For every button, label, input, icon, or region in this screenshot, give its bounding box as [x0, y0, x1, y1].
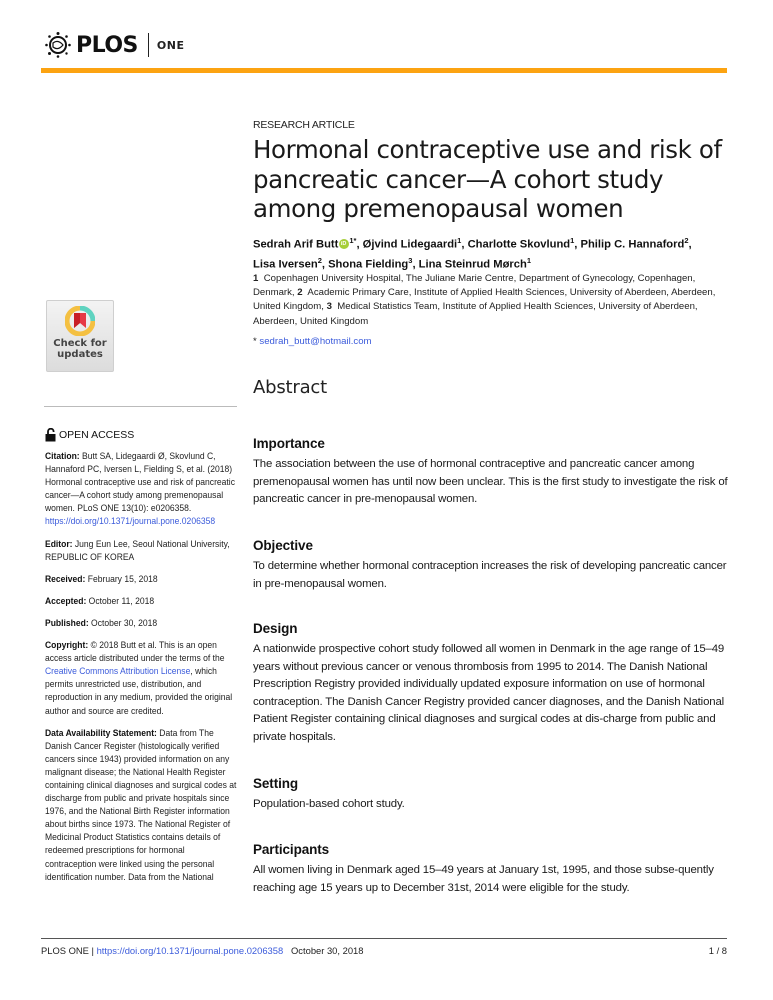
published-label: Published:: [45, 617, 89, 628]
corresponding-email-link[interactable]: sedrah_butt@hotmail.com: [259, 336, 372, 347]
published-date: [45, 617, 237, 630]
section-heading: Participants: [253, 842, 330, 857]
cc-license-link[interactable]: Creative Commons Attribution License: [45, 666, 191, 677]
section-heading: Design: [253, 621, 298, 636]
crossmark-icon: [65, 306, 95, 336]
published-text: October 30, 2018: [88, 617, 158, 628]
section-heading: Importance: [253, 436, 325, 451]
section-text: All women living in Denmark aged 15–49 years at January 1st, 1995, and those subse-quently reaching age 15 years up to December 31st, 2014 were eligible for the study.: [253, 864, 714, 894]
copyright-text: © 2018 Butt et al. This is an open access article distributed under the terms of the: [45, 640, 225, 664]
footer-date: October 30, 2018: [291, 945, 364, 956]
data-availability-label: Data Availability Statement:: [45, 727, 157, 738]
accepted-label: Accepted:: [45, 595, 87, 606]
data-availability-text: Data from The Danish Cancer Register (histologically verified cancers since 1943) provided information on any malignant disease; the National Health Register containing clinical diagnoses and surgical codes at discharge from public and private hospitals since 1976, and the National Birth Register information about births since 1973. The National Register of Medicinal Product Statistics contains details of redeemed prescriptions for hormonal contraception were linked using the personal identification number. Data from the National: [45, 727, 237, 882]
check-for-updates-button[interactable]: [46, 300, 114, 372]
footer-divider: [41, 938, 727, 939]
editor-text: Jung Eun Lee, Seoul National University, REPUBLIC OF KOREA: [45, 538, 230, 562]
copyright-text-2: , which permits unrestricted use, distribution, and reproduction in any medium, provided the original author and source are credited.: [45, 666, 233, 716]
abstract-section-setting: [253, 776, 728, 814]
citation: [45, 450, 237, 529]
received-date: [45, 573, 237, 586]
citation-text: Butt SA, Lidegaardi Ø, Skovlund C, Hannaford PC, Iversen L, Fielding S, et al. (2018) Hormonal contraceptive use and risk of pancreatic cancer—A cohort study among premenopausal women. PLoS ONE 13(10): e0206358.: [45, 451, 235, 514]
check-for-updates-label: Check for: [53, 338, 107, 349]
editor-label: Editor:: [45, 538, 73, 549]
abstract-section-participants: [253, 842, 728, 897]
section-text: A nationwide prospective cohort study followed all women in Denmark in the age range of 15–49 years without previous cancer or venous thrombosis from 1995 to 2014. The Danish National Prescription Registry provided individually updated exposure information on use of hormonal contraception. The Danish Cancer Registry provided cancer diagnoses, and the Danish National Patient Register containing clinical diagnoses and surgical codes at dis-charge from public and private hospitals.: [253, 643, 725, 743]
accepted-date: [45, 595, 237, 608]
journal-sub-name: ONE: [156, 38, 185, 52]
abstract-heading: Abstract: [253, 377, 327, 398]
section-text: Population-based cohort study.: [253, 798, 405, 810]
author[interactable]: Lina Steinrud Mørch: [418, 258, 527, 271]
corresponding-author: * sedrah_butt@hotmail.com: [253, 336, 372, 347]
open-lock-icon: [45, 428, 56, 442]
author[interactable]: Lisa Iversen: [253, 258, 318, 271]
article-title: Hormonal contraceptive use and risk of pancreatic cancer—A cohort study among premenopausal women: [253, 135, 722, 223]
page-number: 1 / 8: [708, 945, 727, 956]
citation-doi-link[interactable]: https://doi.org/10.1371/journal.pone.0206358: [45, 516, 216, 527]
data-availability: [45, 727, 237, 884]
received-text: February 15, 2018: [85, 573, 158, 584]
article-type: RESEARCH ARTICLE: [253, 119, 355, 131]
author[interactable]: Øjvind Lidegaardi: [362, 238, 458, 251]
footer-doi-link[interactable]: https://doi.org/10.1371/journal.pone.0206358: [96, 945, 284, 956]
section-text: The association between the use of hormonal contraceptive and pancreatic cancer among premenopausal women has until now been unclear. This is the first study to investigate the risk of pancreatic cancer in pre-menopausal women.: [253, 458, 728, 505]
footer-journal: PLOS ONE |: [41, 945, 97, 956]
author[interactable]: Philip C. Hannaford: [580, 238, 685, 251]
section-text: To determine whether hormonal contraception increases the risk of developing pancreatic cancer in pre-menopausal women.: [253, 560, 727, 590]
section-heading: Setting: [253, 776, 299, 791]
accepted-text: October 11, 2018: [86, 595, 155, 606]
affiliation: Academic Primary Care, Institute of Applied Health Sciences, University of Aberdeen, Aberdeen, United Kingdom,: [253, 287, 716, 313]
plos-logo-icon: [44, 31, 72, 59]
abstract-section-design: [253, 621, 728, 746]
author[interactable]: Sedrah Arif Butt: [253, 238, 339, 251]
header-accent-bar: [41, 68, 727, 73]
sidebar-divider: [44, 406, 237, 407]
citation-label: Citation:: [45, 451, 80, 461]
article-metadata-sidebar: [45, 450, 237, 893]
received-label: Received:: [45, 573, 86, 584]
author[interactable]: Charlotte Skovlund: [467, 238, 571, 251]
open-access-text: OPEN ACCESS: [59, 429, 135, 441]
page-footer: [41, 945, 727, 956]
affiliation: Copenhagen University Hospital, The Juliane Marie Centre, Department of Gynecology, Copenhagen, Denmark,: [253, 273, 696, 299]
section-heading: Objective: [253, 538, 313, 553]
check-for-updates-label-2: updates: [57, 349, 103, 360]
copyright-label: Copyright:: [45, 640, 89, 651]
abstract-section-objective: [253, 538, 728, 593]
editor: [45, 538, 237, 564]
affiliations: 1 Copenhagen University Hospital, The Juliane Marie Centre, Department of Gynecology, Copenhagen, Denmark, 2 Academic Primary Care, Institute of Applied Health Sciences, University of Aberdeen, Aberdeen, United Kingdom, 3 Medical Statistics Team, Institute of Applied Health Sciences, University of Aberdeen, Aberdeen, United Kingdom: [253, 273, 716, 327]
orcid-icon[interactable]: [339, 239, 349, 249]
logo-divider: [148, 33, 149, 57]
open-access-label: [45, 428, 134, 442]
abstract-section-importance: [253, 436, 728, 509]
author[interactable]: Shona Fielding: [328, 258, 409, 271]
author-list: Sedrah Arif Butt iD $^{1*}$, Øjvind Lidegaardi$^1$, Charlotte Skovlund$^1$, Philip C. Hannaford$^2$, Lisa Iversen$^2$, Shona Fielding$^3$, Lina Steinrud Mørch$^1$: [253, 233, 723, 272]
plos-wordmark: PLOS: [76, 32, 138, 58]
plos-one-logo[interactable]: [44, 30, 184, 60]
affiliation: Medical Statistics Team, Institute of Applied Health Sciences, University of Aberdeen, Aberdeen, United Kingdom: [253, 301, 698, 327]
copyright: [45, 639, 237, 718]
